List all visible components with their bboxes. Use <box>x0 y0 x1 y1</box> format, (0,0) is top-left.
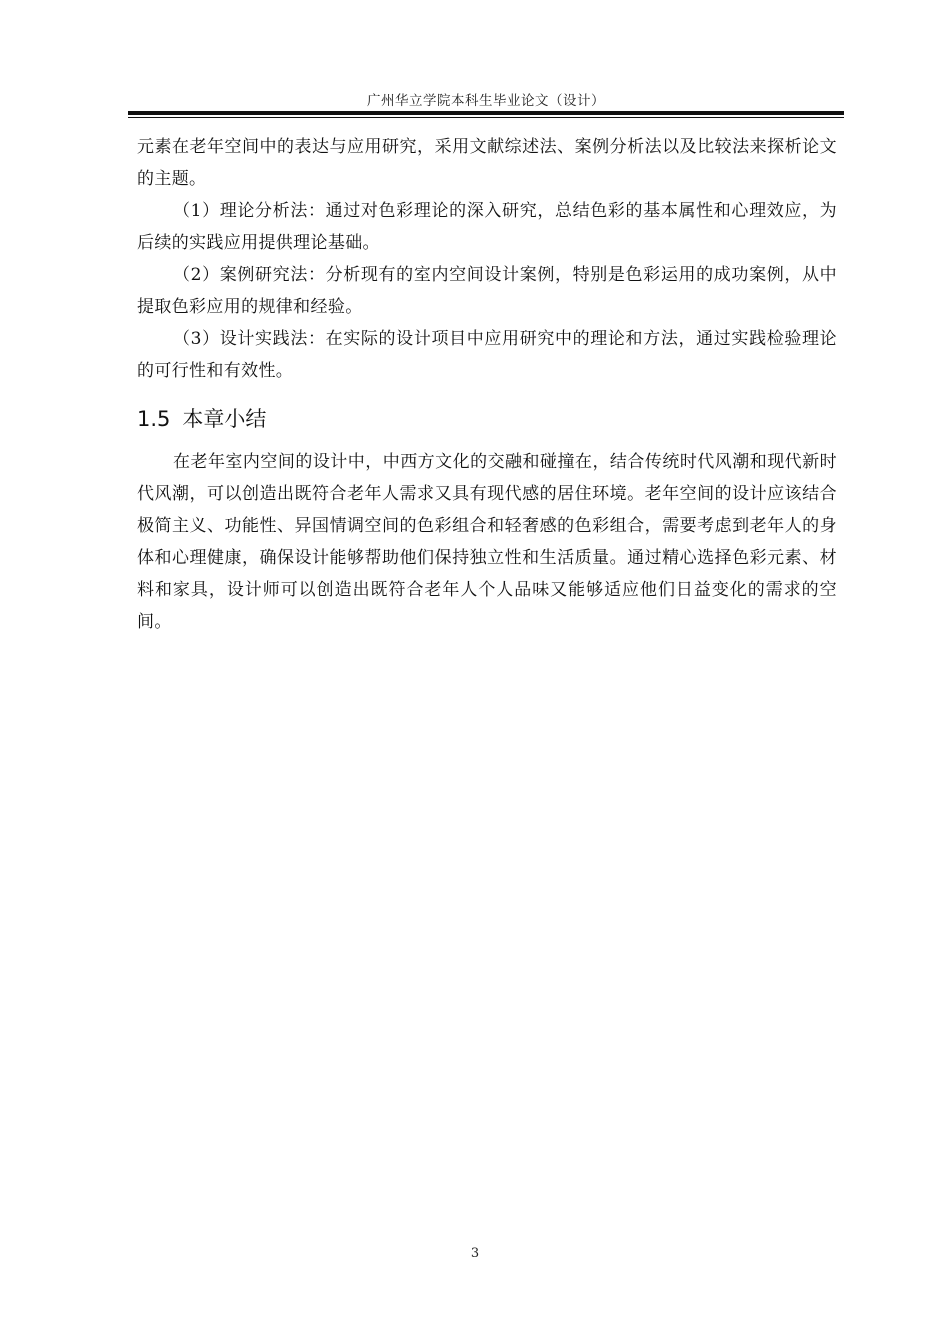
section-number: 1.5 <box>137 407 171 431</box>
paragraph-method-2: （2）案例研究法：分析现有的室内空间设计案例，特别是色彩运用的成功案例，从中提取色彩应用的规律和经验。 <box>137 265 837 317</box>
section-heading <box>137 404 837 434</box>
page-number: 3 <box>470 1246 480 1261</box>
header-rule-thin <box>128 117 844 118</box>
paragraph-method-1: （1）理论分析法：通过对色彩理论的深入研究，总结色彩的基本属性和心理效应，为后续的实践应用提供理论基础。 <box>137 201 837 253</box>
running-header: 广州华立学院本科生毕业论文（设计） <box>367 93 605 109</box>
paragraph-summary: 在老年室内空间的设计中，中西方文化的交融和碰撞在，结合传统时代风潮和现代新时代风潮，可以创造出既符合老年人需求又具有现代感的居住环境。老年空间的设计应该结合极简主义、功能性、异国情调空间的色彩组合和轻奢感的色彩组合，需要考虑到老年人的身体和心理健康，确保设计能够帮助他们保持独立性和生活质量。通过精心选择色彩元素、材料和家具，设计师可以创造出既符合老年人个人品味又能够适应他们日益变化的需求的空间。 <box>137 452 837 632</box>
page-content <box>137 131 837 638</box>
paragraph-method-3: （3）设计实践法：在实际的设计项目中应用研究中的理论和方法，通过实践检验理论的可行性和有效性。 <box>137 329 837 381</box>
header-rule-thick <box>128 111 844 115</box>
section-title: 本章小结 <box>182 407 267 431</box>
paragraph-continuation: 元素在老年空间中的表达与应用研究，采用文献综述法、案例分析法以及比较法来探析论文的主题。 <box>137 137 837 189</box>
